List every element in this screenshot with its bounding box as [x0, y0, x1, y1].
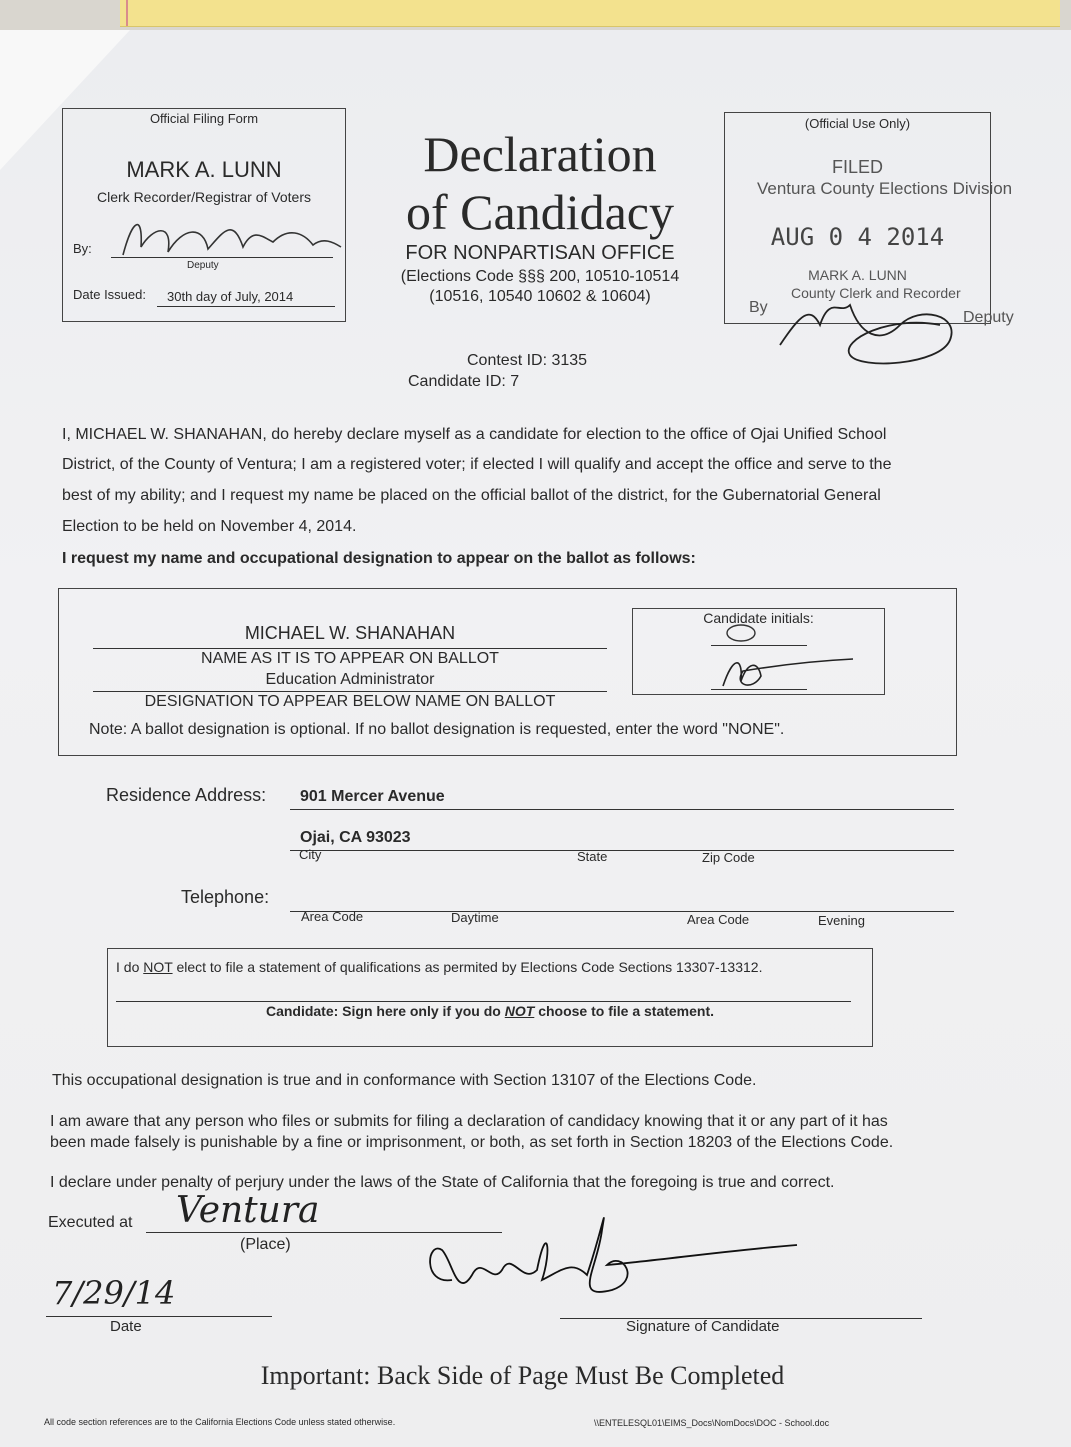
declaration-line4: Election to be held on November 4, 2014.: [62, 518, 357, 535]
filed-date-stamp: AUG 0 4 2014: [770, 223, 945, 251]
title-line1: Declaration: [423, 126, 657, 182]
statement-not: NOT: [143, 959, 173, 975]
statement-text: [116, 959, 762, 975]
stamp-by-label: By: [749, 299, 768, 316]
residence-label: Residence Address:: [106, 785, 267, 805]
executed-label: Executed at: [48, 1214, 133, 1231]
candidate-initials-mark: [713, 651, 863, 691]
attestation-p2a: I am aware that any person who files or submits for filing a declaration of candidacy knowing that it or any part of it has: [50, 1113, 888, 1130]
statement-sign-line: [116, 1001, 851, 1002]
statement-pre: I do: [116, 959, 144, 975]
title-subtitle: FOR NONPARTISAN OFFICE: [405, 242, 675, 264]
area-code-2: Area Code: [687, 912, 750, 927]
initials-mark-top: [721, 619, 761, 645]
statement-sign-not: NOT: [504, 1003, 535, 1019]
declaration-line1: I, MICHAEL W. SHANAHAN, do hereby declare myself as a candidate for election to the office of Ojai Unified School: [62, 426, 887, 443]
candidate-id-label: Candidate ID:: [408, 373, 506, 390]
telephone-line: [290, 911, 954, 912]
telephone-label: Telephone:: [181, 887, 270, 907]
deputy-label: Deputy: [187, 260, 219, 271]
candidate-id-value: 7: [510, 373, 520, 390]
date-issued-value: 30th day of July, 2014: [167, 289, 294, 304]
official-use-caption: (Official Use Only): [804, 116, 911, 131]
important-notice: Important: Back Side of Page Must Be Completed: [260, 1361, 785, 1390]
declaration-line3: best of my ability; and I request my name be placed on the official ballot of the district, for the Gubernatorial General: [62, 487, 881, 504]
signature-caption: Signature of Candidate: [626, 1318, 780, 1335]
daytime-caption: Daytime: [451, 910, 499, 925]
stamp-clerk: MARK A. LUNN: [808, 267, 907, 283]
date-issued-line: [157, 306, 335, 307]
zip-caption: Zip Code: [702, 850, 755, 865]
ballot-note: Note: A ballot designation is optional. If no ballot designation is requested, enter the word "NONE".: [89, 721, 785, 738]
by-line: [111, 257, 333, 258]
statement-box: [107, 948, 873, 1047]
stamp-deputy-label: Deputy: [963, 309, 1014, 326]
evening-caption: Evening: [818, 913, 865, 928]
footer-path: \\ENTELESQL01\EIMS_Docs\NomDocs\DOC - School.doc: [594, 1418, 830, 1428]
statement-sign-post: choose to file a statement.: [534, 1003, 715, 1019]
stamp-clerk-title: County Clerk and Recorder: [791, 285, 961, 301]
ballot-name-value: MICHAEL W. SHANAHAN: [244, 623, 456, 643]
filed-stamp: FILED: [831, 157, 883, 177]
filing-form-caption: Official Filing Form: [149, 111, 259, 126]
contest-id-value: 3135: [551, 352, 588, 369]
division-stamp: Ventura County Elections Division: [757, 179, 1013, 198]
code-line1: (Elections Code §§§ 200, 10510-10514: [400, 268, 680, 285]
ballot-name-caption: NAME AS IT IS TO APPEAR ON BALLOT: [201, 650, 499, 667]
margin-rule: [126, 0, 128, 26]
initials-label: Candidate initials:: [703, 610, 814, 626]
document-page: [0, 30, 1071, 1447]
candidate-signature: [412, 1190, 812, 1330]
place-caption: (Place): [240, 1236, 291, 1253]
attestation-p2b: been made falsely is punishable by a fine or imprisonment, or both, as set forth in Section 18203 of the Elections Code.: [50, 1134, 894, 1151]
statement-sign-pre: Candidate: Sign here only if you do: [265, 1003, 505, 1019]
deputy-signature: [113, 207, 343, 267]
date-caption: Date: [110, 1318, 142, 1335]
statement-post: elect to file a statement of qualifications as permited by Elections Code Sections 13307-13312.: [172, 959, 763, 975]
title-line2: of Candidacy: [406, 184, 674, 240]
ballot-designation-line: [93, 691, 607, 692]
residence-street: 901 Mercer Avenue: [300, 788, 445, 805]
declaration-line2: District, of the County of Ventura; I am a registered voter; if elected I will qualify and accept the office and serve to the: [62, 456, 892, 473]
candidate-id: [408, 373, 519, 391]
filing-clerk-signature: [770, 285, 970, 375]
residence-city-line: [290, 850, 954, 851]
date-issued-label: Date Issued:: [73, 287, 146, 302]
ballot-request: I request my name and occupational designation to appear on the ballot as follows:: [62, 550, 696, 567]
date-handwritten: 7/29/14: [52, 1274, 176, 1312]
yellow-paper-edge: [120, 0, 1060, 27]
city-caption: City: [299, 847, 322, 862]
initials-box: [632, 608, 885, 695]
code-line2: (10516, 10540 10602 & 10604): [429, 288, 651, 305]
by-label: By:: [73, 241, 92, 256]
attestation-p1: This occupational designation is true and in conformance with Section 13107 of the Elections Code.: [52, 1072, 757, 1089]
state-caption: State: [577, 849, 608, 864]
statement-sign-caption: [108, 1003, 872, 1019]
ballot-designation-value: Education Administrator: [265, 671, 435, 688]
residence-street-line: [290, 809, 954, 810]
contest-id: [467, 352, 587, 370]
ballot-box: [58, 588, 957, 756]
filing-form-box: [62, 108, 346, 322]
residence-city: Ojai, CA 93023: [300, 829, 411, 846]
clerk-title: Clerk Recorder/Registrar of Voters: [97, 189, 311, 205]
initials-line-1: [711, 645, 807, 646]
ballot-name-line: [93, 648, 607, 649]
executed-place-handwritten: Ventura: [176, 1190, 320, 1231]
area-code-1: Area Code: [301, 909, 364, 924]
contest-id-label: Contest ID:: [467, 352, 548, 369]
date-line: [46, 1316, 272, 1317]
ballot-designation-caption: DESIGNATION TO APPEAR BELOW NAME ON BALLOT: [144, 693, 556, 710]
attestation-p3: I declare under penalty of perjury under the laws of the State of California that the foregoing is true and correct.: [50, 1174, 835, 1191]
clerk-name: MARK A. LUNN: [126, 157, 282, 182]
footer-note: All code section references are to the California Elections Code unless stated otherwise.: [44, 1417, 396, 1427]
